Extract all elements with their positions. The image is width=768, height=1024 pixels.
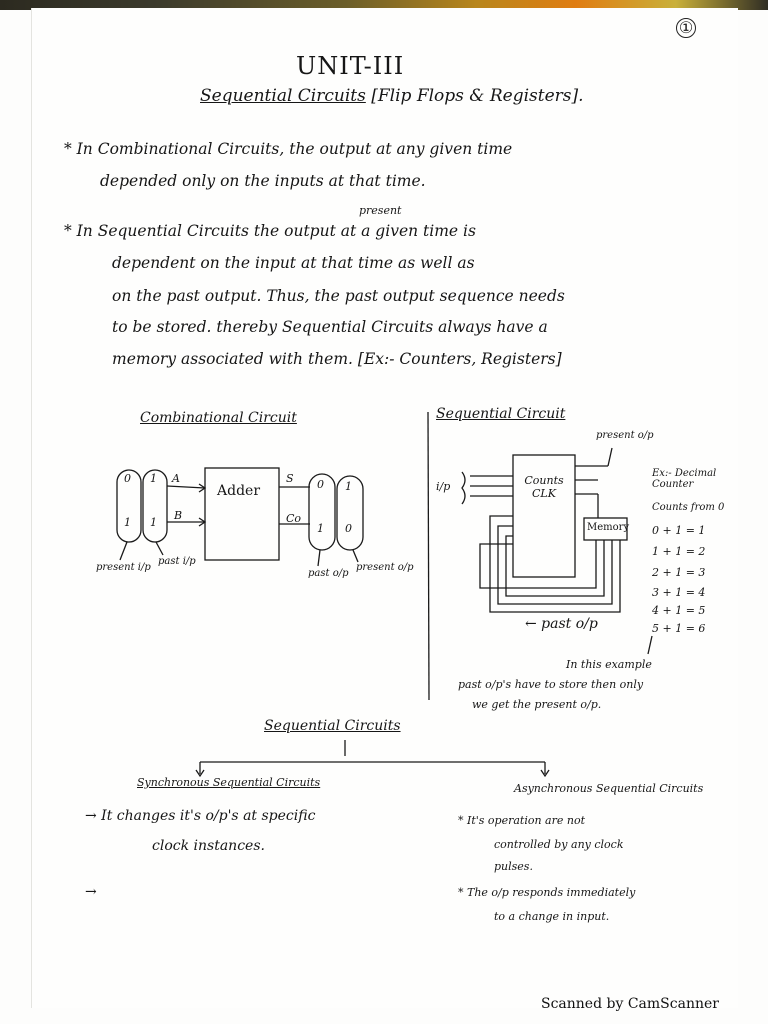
feedback-loop-2 bbox=[498, 526, 612, 604]
combinational-heading: Combinational Circuit bbox=[140, 410, 297, 426]
caption-past-in: past i/p bbox=[158, 556, 196, 567]
title-bracket: [Flip Flops & Registers]. bbox=[371, 86, 584, 106]
past-in-top: 1 bbox=[150, 472, 157, 485]
example-subtitle: Counts from 0 bbox=[652, 502, 725, 513]
scanner-footer: Scanned by CamScanner bbox=[541, 996, 719, 1012]
present-out-top: 1 bbox=[345, 480, 352, 493]
past-in-pointer bbox=[156, 542, 163, 555]
tree-root: Sequential Circuits bbox=[264, 718, 401, 734]
feedback-loop-3 bbox=[506, 536, 604, 596]
para1-line1: * In Combinational Circuits, the output at any given time bbox=[64, 140, 513, 158]
memory-label: Memory bbox=[587, 522, 630, 533]
example-line: 5 + 1 = 6 bbox=[652, 622, 706, 635]
example-line: 3 + 1 = 4 bbox=[652, 586, 706, 599]
past-out-bottom: 1 bbox=[317, 522, 324, 535]
example-line: 4 + 1 = 5 bbox=[652, 604, 706, 617]
adder-block bbox=[205, 468, 279, 560]
counter-label: Counts CLK bbox=[524, 474, 564, 500]
async-point-line2: controlled by any clock bbox=[494, 838, 624, 851]
vertical-divider bbox=[428, 412, 429, 700]
para2-line2: dependent on the input at that time as well as bbox=[112, 254, 475, 272]
async-point-line5: to a change in input. bbox=[494, 910, 610, 923]
caption-present-in: present i/p bbox=[96, 562, 151, 573]
sync-point-line2: clock instances. bbox=[152, 838, 265, 854]
caption-past-out: past o/p bbox=[308, 568, 349, 579]
present-in-top: 0 bbox=[124, 472, 131, 485]
input-a-arrow bbox=[167, 486, 205, 488]
output-s-label: S bbox=[286, 472, 294, 485]
para1-line2: depended only on the inputs at that time. bbox=[100, 172, 426, 190]
para2-line1: * In Sequential Circuits the output at a given time is bbox=[64, 222, 476, 240]
para2-line3: on the past output. Thus, the past output sequence needs bbox=[112, 287, 565, 305]
tree-left-title: Synchronous Sequential Circuits bbox=[137, 776, 321, 789]
present-out-pointer bbox=[353, 550, 358, 562]
title-main: Sequential Circuits bbox=[200, 86, 366, 106]
para2-insertion: present bbox=[359, 204, 402, 217]
feedback-label: ← past o/p bbox=[525, 616, 598, 632]
present-out-lead bbox=[608, 448, 612, 466]
past-out-top: 0 bbox=[317, 478, 324, 491]
tree-right-title: Asynchronous Sequential Circuits bbox=[514, 782, 704, 795]
example-title: Ex:- Decimal Counter bbox=[652, 468, 717, 490]
present-in-bottom: 1 bbox=[124, 516, 131, 529]
page-number: ① bbox=[676, 18, 696, 38]
para2-line4: to be stored. thereby Sequential Circuits always have a bbox=[112, 318, 548, 336]
past-in-bottom: 1 bbox=[150, 516, 157, 529]
async-point-line1: * It's operation are not bbox=[458, 814, 586, 827]
sequential-input-label: i/p bbox=[436, 480, 451, 493]
example-pointer bbox=[648, 636, 652, 654]
sync-empty-arrow: → bbox=[85, 884, 97, 900]
para2-line5: memory associated with them. [Ex:- Counters, Registers] bbox=[112, 350, 562, 368]
example-line: 2 + 1 = 3 bbox=[652, 566, 706, 579]
sequential-heading: Sequential Circuit bbox=[436, 406, 566, 422]
input-brace bbox=[462, 472, 465, 504]
input-a-label: A bbox=[172, 472, 180, 485]
present-out-bottom: 0 bbox=[345, 522, 352, 535]
input-b-label: B bbox=[174, 509, 183, 522]
past-out-pointer bbox=[318, 550, 320, 566]
caption-present-out: present o/p bbox=[356, 562, 414, 573]
async-point-line3: pulses. bbox=[494, 860, 533, 873]
example-note-line3: we get the present o/p. bbox=[472, 698, 602, 711]
example-line: 1 + 1 = 2 bbox=[652, 545, 706, 558]
present-output-label: present o/p bbox=[596, 430, 654, 441]
sync-point-line1: → It changes it's o/p's at specific bbox=[85, 808, 316, 824]
output-co-label: Co bbox=[286, 512, 302, 525]
present-in-pointer bbox=[120, 542, 127, 560]
example-line: 0 + 1 = 1 bbox=[652, 524, 706, 537]
unit-heading: UNIT-III bbox=[296, 52, 405, 80]
example-note-line1: In this example bbox=[566, 658, 652, 671]
adder-label: Adder bbox=[217, 483, 261, 499]
example-note-line2: past o/p's have to store then only bbox=[458, 678, 644, 691]
async-point-line4: * The o/p responds immediately bbox=[458, 886, 636, 899]
